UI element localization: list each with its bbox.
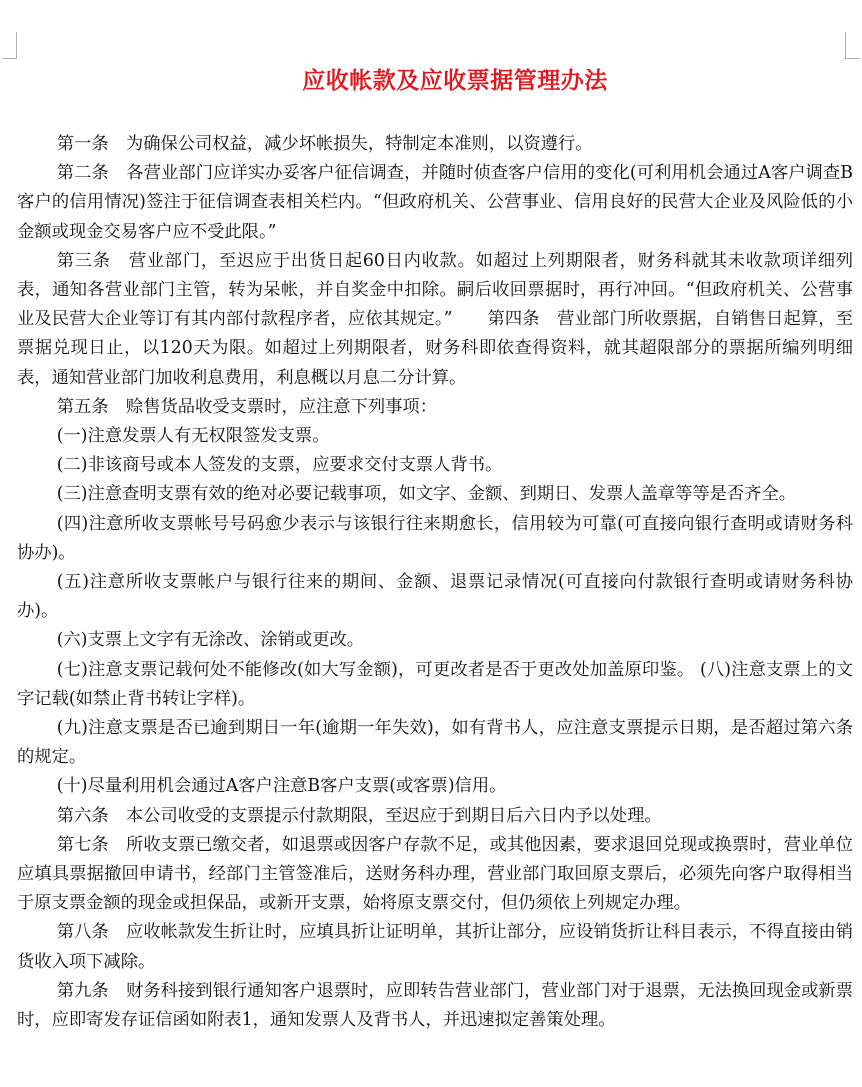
list-item-check-4: (四)注意所收支票帐号号码愈少表示与该银行往来期愈长，信用较为可靠(可直接向银行查明或请财务科协办)。 (17, 513, 853, 563)
paragraph-article-2: 第二条 各营业部门应详实办妥客户征信调查，并随时侦查客户信用的变化(可利用机会通过A客户调查B客户的信用情况)签注于征信调查表相关栏内。“但政府机关、公营事业、信用良好的民营大企业及风险低的小金额或现金交易客户应不受此限。” (17, 163, 853, 242)
list-item-check-6: (六)支票上文字有无涂改、涂销或更改。 (56, 630, 365, 651)
list-item-check-9: (九)注意支票是否已逾到期日一年(逾期一年失效)，如有背书人，应注意支票提示日期，是否超过第六条的规定。 (17, 718, 853, 768)
list-item-check-5: (五)注意所收支票帐户与银行往来的期间、金额、退票记录情况(可直接向付款银行查明或请财务科协办)。 (17, 572, 853, 622)
paragraph-article-9: 第九条 财务科接到银行通知客户退票时，应即转告营业部门，营业部门对于退票，无法换回现金或新票时，应即寄发存证信函如附表1，通知发票人及背书人，并迅速拟定善策处理。 (17, 980, 853, 1031)
paragraph-article-5: 第五条 赊售货品收受支票时，应注意下列事项： (56, 396, 437, 417)
paragraph-article-3-4: 第三条 营业部门，至迟应于出货日起60日内收款。如超过上列期限者，财务科就其未收款项详细列表，通知各营业部门主管，转为呆帐，并自奖金中扣除。嗣后收回票据时，再行冲回。“但政府机关、公营事业及民营大企业等订有其内部付款程序者，应依其规定。” 第四条 营业部门所收票据，自销售日起算，至票据兑现日止，以120天为限。如超过上列期限者，财务科即依查得资料，就其超限部分的票据所编列明细表，通知营业部门加收利息费用，利息概以月息二分计算。 (17, 250, 853, 388)
paragraph-article-7: 第七条 所收支票已缴交者，如退票或因客户存款不足，或其他因素，要求退回兑现或换票时，营业单位应填具票据撤回申请书，经部门主管签准后，送财务科办理，营业部门取回原支票后，必须先向客户取得相当于原支票金额的现金或担保品，或新开支票，始将原支票交付，但仍须依上列规定办理。 (17, 834, 853, 914)
paragraph-article-1: 第一条 为确保公司权益，减少坏帐损失，特制定本准则，以资遵行。 (56, 134, 593, 154)
paragraph-article-8: 第八条 应收帐款发生折让时，应填具折让证明单，其折让部分，应设销货折让科目表示，不得直接由销货收入项下减除。 (17, 922, 853, 972)
document-title: 应收帐款及应收票据管理办法 (302, 68, 608, 94)
paragraph-article-6: 第六条 本公司收受的支票提示付款期限，至迟应于到期日后六日内予以处理。 (56, 805, 662, 826)
list-item-check-2: (二)非该商号或本人签发的支票，应要求交付支票人背书。 (56, 455, 503, 476)
list-item-check-7-8: (七)注意支票记载何处不能修改(如大写金额)，可更改者是否于更改处加盖原印鉴。 (八)注意支票上的文字记载(如禁止背书转让字样)。 (17, 659, 853, 709)
page-corner-mark-left (2, 32, 17, 59)
list-item-check-10: (十)尽量利用机会通过A客户注意B客户支票(或客票)信用。 (56, 776, 507, 797)
list-item-check-1: (一)注意发票人有无权限签发支票。 (56, 426, 330, 447)
document-body (17, 130, 853, 1035)
list-item-check-3: (三)注意查明支票有效的绝对必要记载事项，如文字、金额、到期日、发票人盖章等等是否齐全。 (56, 484, 797, 505)
page-corner-mark-right (845, 32, 860, 59)
